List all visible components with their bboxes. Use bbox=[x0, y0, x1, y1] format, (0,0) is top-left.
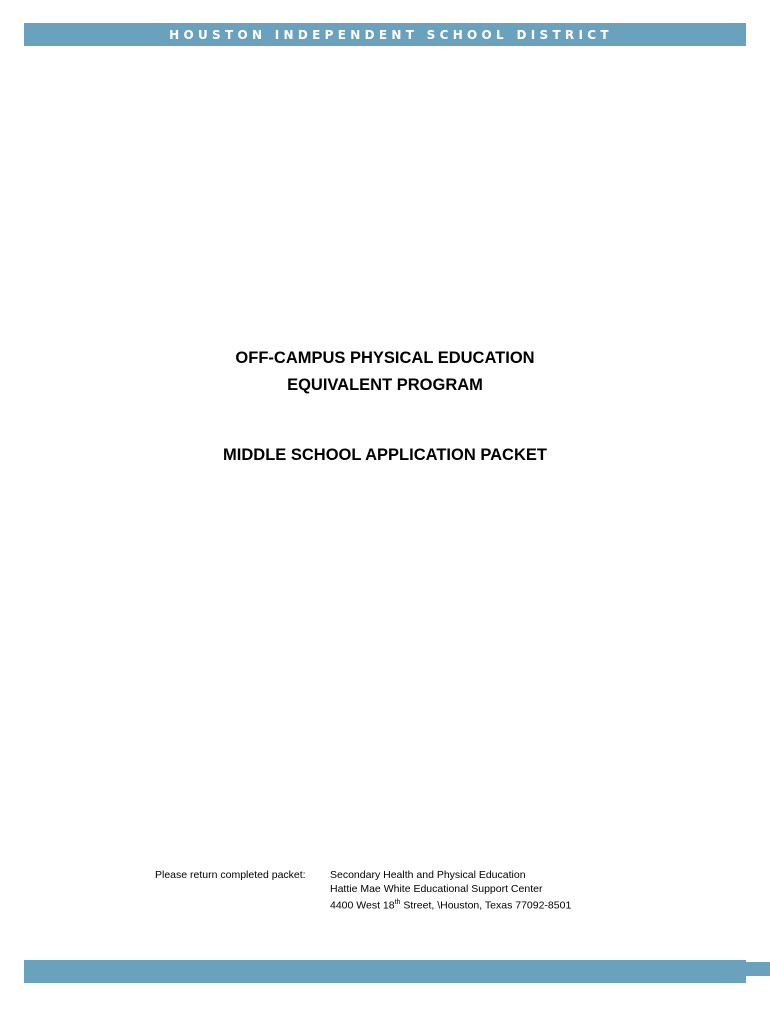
street-ordinal-suffix: th bbox=[394, 899, 401, 906]
return-address bbox=[330, 868, 571, 913]
document-subtitle: MIDDLE SCHOOL APPLICATION PACKET bbox=[223, 446, 547, 464]
address-line-3 bbox=[330, 896, 571, 913]
title-line-2: EQUIVALENT PROGRAM bbox=[287, 376, 483, 394]
header-band bbox=[24, 23, 746, 46]
address-line-1: Secondary Health and Physical Education bbox=[330, 869, 526, 881]
street-rest: Street, \Houston, Texas 77092-8501 bbox=[400, 899, 572, 912]
district-name: HOUSTON INDEPENDENT SCHOOL DISTRICT bbox=[169, 27, 613, 42]
document-title bbox=[0, 345, 770, 399]
footer-tab bbox=[746, 962, 770, 976]
title-line-1: OFF-CAMPUS PHYSICAL EDUCATION bbox=[235, 349, 535, 367]
footer-band bbox=[24, 960, 746, 983]
return-instructions bbox=[155, 868, 571, 913]
return-label: Please return completed packet: bbox=[155, 869, 306, 881]
street-number: 4400 West 18 bbox=[330, 899, 395, 912]
address-line-2: Hattie Mae White Educational Support Center bbox=[330, 883, 543, 895]
